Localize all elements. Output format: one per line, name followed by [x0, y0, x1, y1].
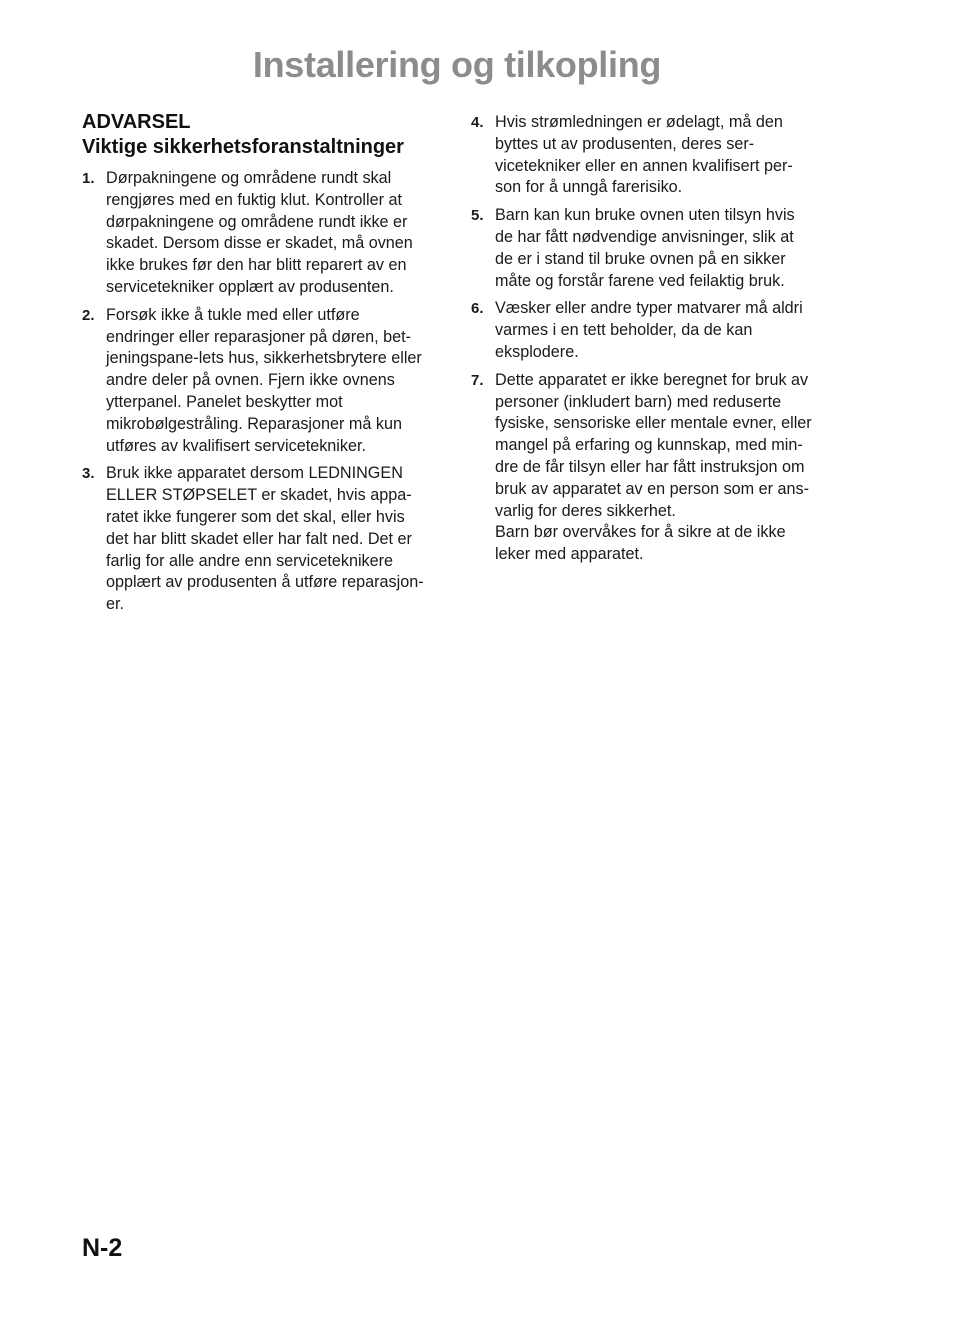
- safety-list-right: [471, 112, 843, 566]
- item-text-line: mikrobølgestråling. Reparasjoner må kun: [106, 414, 402, 433]
- item-text-line: rengjøres med en fuktig klut. Kontroller at: [106, 190, 403, 209]
- item-text-line: Bruk ikke apparatet dersom LEDNINGEN: [106, 464, 403, 483]
- item-text-line: varlig for deres sikkerhet.: [495, 501, 676, 520]
- item-text-line: Dørpakningene og områdene rundt skal: [106, 169, 392, 187]
- item-text-line: son for å unngå farerisiko.: [495, 178, 683, 197]
- item-number: 2.: [82, 306, 95, 324]
- item-text-line: ytterpanel. Panelet beskytter mot: [106, 392, 343, 411]
- list-item: [82, 305, 452, 458]
- item-text-line: leker med apparatet.: [495, 545, 644, 564]
- item-number: 4.: [471, 114, 484, 131]
- item-text-line: mangel på erfaring og kunnskap, med min-: [495, 436, 803, 455]
- item-text-line: det har blitt skadet eller har falt ned. Det er: [106, 529, 412, 548]
- item-text-line: måte og forstår farene ved feilaktig bruk.: [495, 271, 785, 290]
- item-number: 3.: [82, 465, 95, 483]
- list-item: [82, 463, 452, 616]
- page-title: Installering og tilkopling: [252, 44, 662, 85]
- item-number: 6.: [471, 300, 484, 318]
- list-item: [471, 112, 843, 199]
- item-text-line: utføres av kvalifisert servicetekniker.: [106, 436, 366, 455]
- item-number: 7.: [471, 371, 484, 389]
- item-number: 5.: [471, 207, 484, 225]
- item-text-line: opplært av produsenten å utføre reparasjon-: [106, 573, 424, 592]
- item-text-line: Barn bør overvåkes for å sikre at de ikke: [495, 523, 786, 542]
- item-text-line: de er i stand til bruke ovnen på en sikker: [495, 249, 786, 268]
- section-heading: [82, 110, 452, 160]
- item-text-line: Hvis strømledningen er ødelagt, må den: [495, 113, 783, 131]
- item-text-line: personer (inkludert barn) med reduserte: [495, 392, 782, 411]
- item-text-line: de har fått nødvendige anvisninger, slik at: [495, 227, 794, 246]
- item-text-line: skadet. Dersom disse er skadet, må ovnen: [106, 234, 413, 253]
- list-item: [471, 298, 843, 363]
- item-text-line: byttes ut av produsenten, deres ser-: [495, 134, 755, 153]
- heading-subtitle: Viktige sikkerhetsforanstaltninger: [82, 136, 404, 158]
- item-text-line: andre deler på ovnen. Fjern ikke ovnens: [106, 371, 395, 390]
- item-text-line: Barn kan kun bruke ovnen uten tilsyn hvis: [495, 206, 795, 225]
- item-text-line: varmes i en tett beholder, da de kan: [495, 321, 753, 340]
- item-text-line: jeningspane-lets hus, sikkerhetsbrytere eller: [106, 349, 422, 368]
- item-text-line: servicetekniker opplært av produsenten.: [106, 277, 394, 296]
- item-text-line: farlig for alle andre enn serviceteknikere: [106, 551, 394, 570]
- item-text-line: er.: [106, 595, 124, 614]
- item-text-line: eksplodere.: [495, 342, 579, 361]
- safety-list-left: [82, 168, 452, 616]
- item-text-line: ELLER STØPSELET er skadet, hvis appa-: [106, 486, 412, 505]
- item-text-line: Forsøk ikke å tukle med eller utføre: [106, 305, 360, 324]
- left-column: [82, 110, 452, 622]
- item-text-line: dørpakningene og områdene rundt ikke er: [106, 212, 408, 231]
- item-text-line: vicetekniker eller en annen kvalifisert per-: [495, 156, 793, 175]
- item-number: 1.: [82, 170, 95, 187]
- item-text-line: Dette apparatet er ikke beregnet for bruk av: [495, 370, 809, 389]
- right-column: [471, 112, 843, 572]
- item-text-line: fysiske, sensoriske eller mentale evner, eller: [495, 414, 812, 433]
- list-item: [82, 168, 452, 299]
- item-text-line: dre de får tilsyn eller har fått instruksjon om: [495, 457, 805, 476]
- item-text-line: ratet ikke fungerer som det skal, eller hvis: [106, 507, 405, 526]
- heading-warning: ADVARSEL: [82, 111, 191, 133]
- item-text-line: Væsker eller andre typer matvarer må aldri: [495, 299, 803, 318]
- item-text-line: endringer eller reparasjoner på døren, bet-: [106, 327, 412, 346]
- item-text-line: ikke brukes før den har blitt reparert av en: [106, 256, 407, 275]
- item-text-line: bruk av apparatet av en person som er ans-: [495, 479, 810, 498]
- list-item: [471, 370, 843, 566]
- list-item: [471, 205, 843, 292]
- page-number: N-2: [82, 1234, 123, 1262]
